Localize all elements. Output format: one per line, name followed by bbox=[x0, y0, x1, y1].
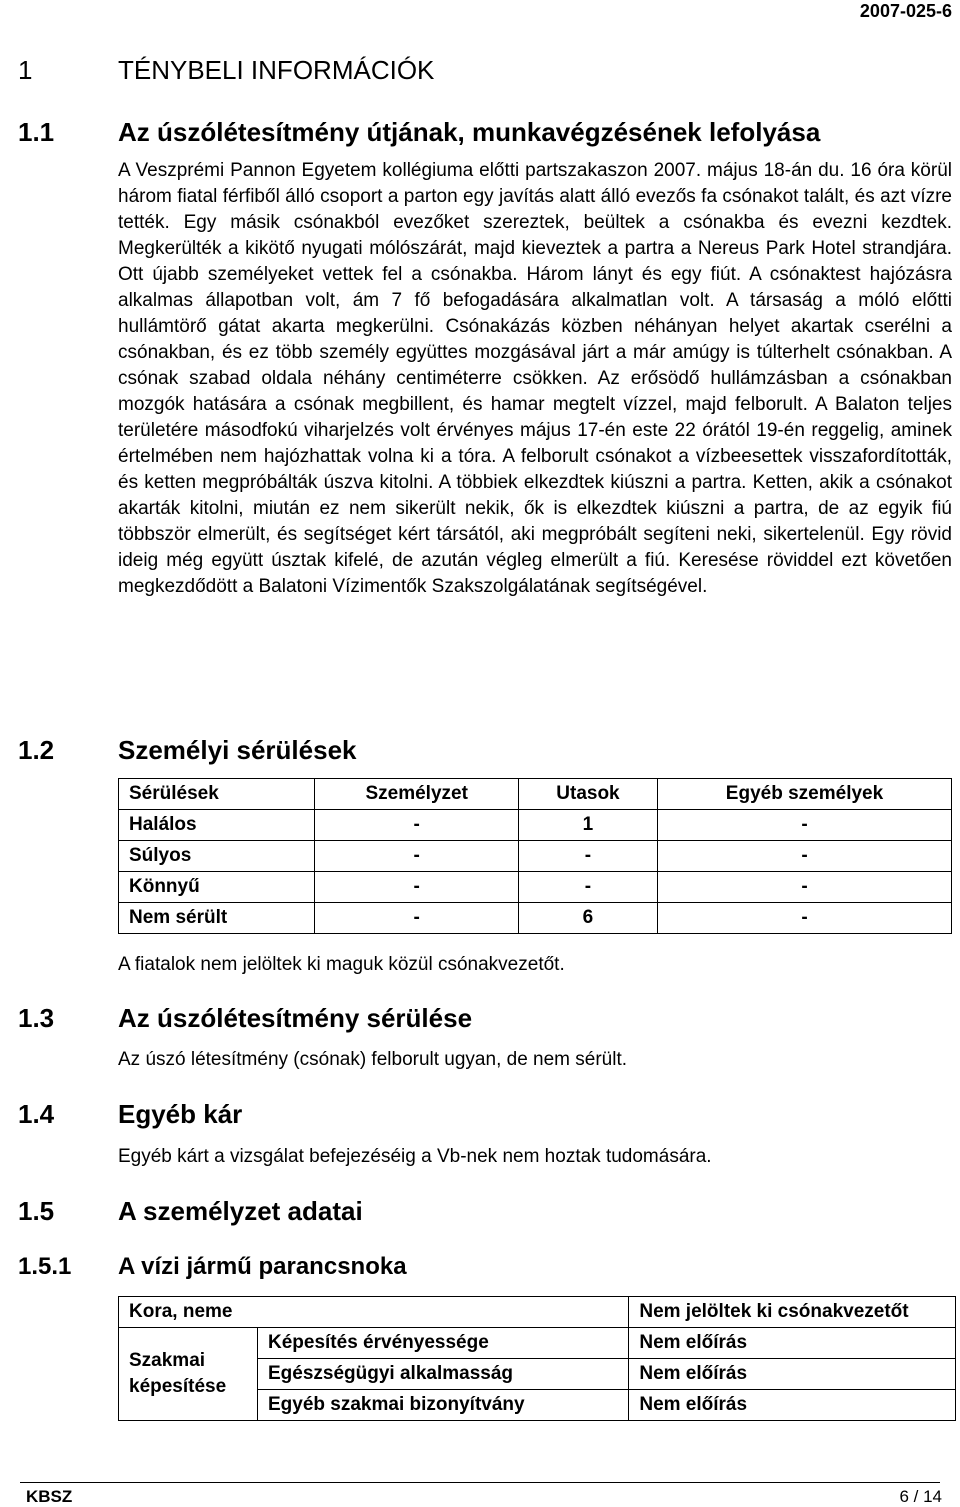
table-cell: Nem előírás bbox=[629, 1359, 956, 1390]
table-row bbox=[119, 810, 952, 841]
section-1-1-body: A Veszprémi Pannon Egyetem kollégiuma előtti partszakaszon 2007. május 18-án du. 16 óra körül három fiatal férfiből álló csoport a parton egy javítás alatt álló evezős fa csónakot talált, és azt vízre tették. Egy másik csónakból evezőket szereztek, beültek a csónakba és evezni kezdtek. Megkerülték a kikötő nyugati mólószárát, majd kieveztek a partra a Nereus Park Hotel strandjára. Ott újabb személyeket vettek fel a csónakba. Három lányt és egy fiút. A csónaktest hajózásra alkalmas állapotban volt, ám 7 fő befogadására alkalmatlan volt. A társaság a móló előtti hullámtörő gátat akarta megkerülni. Csónakázás közben néhányan helyet akartak cserélni a csónakban, és ez több személy együttes mozgásával járt a már amúgy is túlterhelt csónakban. A csónak szabad oldala néhány centiméterre csökken. Az erősödő hullámzásban a csónakban mozgók hatására a csónak megbillent, és hamar megtelt vízzel, majd felborult. A Balaton teljes területére másodfokú viharjelzés volt érvényes május 17-én este 22 órától 19-én reggelig, aminek értelmében nem hajózhattak volna ki a tóra. A felborult csónakot a vízbeesettek visszafordították, és ketten megpróbálták úszva kitolni. A többiek elkezdtek kiúszni a partra. Ketten, akik a csónakot akarták kitolni, miután ez nem sikerült nekik, ők is elkezdtek kiúszni a partra, de az egyik fiú többször elmerült, és segítséget kért társától, aki megpróbált segíteni neki, sikertelenül. Egy rövid ideig még együtt úsztak kifelé, de azután végleg elmerült a fiú. Keresése röviddel ezt követően megkezdődött a Balatoni Vízimentők Szakszolgálatának segítségével. bbox=[118, 160, 952, 597]
section-1-3-body: Az úszó létesítmény (csónak) felborult ugyan, de nem sérült. bbox=[118, 1049, 628, 1070]
table-cell: - bbox=[315, 903, 518, 934]
table-row bbox=[119, 779, 952, 810]
table-cell: 6 bbox=[518, 903, 657, 934]
table-cell: Szakmai képesítése bbox=[119, 1328, 258, 1421]
table-cell: Egyéb személyek bbox=[657, 779, 951, 810]
section-1-heading: 1 TÉNYBELI INFORMÁCIÓK bbox=[18, 55, 435, 85]
table-cell: Könnyű bbox=[119, 872, 315, 903]
table-cell: Egészségügyi alkalmasság bbox=[258, 1359, 629, 1390]
table-cell: - bbox=[518, 872, 657, 903]
section-1-5-heading: 1.5 A személyzet adatai bbox=[18, 1196, 363, 1226]
section-1-1-heading: 1.1 Az úszólétesítmény útjának, munkavégzésének lefolyása bbox=[18, 117, 821, 147]
table-row bbox=[119, 841, 952, 872]
table-cell: - bbox=[657, 810, 951, 841]
crew-table bbox=[118, 1296, 956, 1421]
table-cell: Utasok bbox=[518, 779, 657, 810]
table-cell: Sérülések bbox=[119, 779, 315, 810]
table-cell: - bbox=[657, 841, 951, 872]
table-cell: - bbox=[657, 903, 951, 934]
table-row bbox=[119, 1297, 956, 1328]
footer-divider bbox=[20, 1482, 940, 1483]
table-cell: 1 bbox=[518, 810, 657, 841]
table-cell: Személyzet bbox=[315, 779, 518, 810]
page-number: 6 / 14 bbox=[899, 1487, 942, 1506]
section-1-4-heading: 1.4 Egyéb kár bbox=[18, 1099, 243, 1129]
table-cell: - bbox=[518, 841, 657, 872]
section-1-3-heading: 1.3 Az úszólétesítmény sérülése bbox=[18, 1003, 473, 1033]
table-cell: Halálos bbox=[119, 810, 315, 841]
table-cell: Kora, neme bbox=[119, 1297, 629, 1328]
table-row bbox=[119, 903, 952, 934]
table-cell: Nem jelöltek ki csónakvezetőt bbox=[629, 1297, 956, 1328]
table-cell: Egyéb szakmai bizonyítvány bbox=[258, 1390, 629, 1421]
injury-table bbox=[118, 778, 952, 934]
table-cell: Nem előírás bbox=[629, 1390, 956, 1421]
table-cell: Súlyos bbox=[119, 841, 315, 872]
table-row bbox=[119, 872, 952, 903]
section-1-2-heading: 1.2 Személyi sérülések bbox=[18, 735, 357, 765]
table-cell: - bbox=[315, 810, 518, 841]
table-cell: - bbox=[315, 872, 518, 903]
table-cell: Nem előírás bbox=[629, 1328, 956, 1359]
section-1-4-body: Egyéb kárt a vizsgálat befejezéséig a Vb-nek nem hoztak tudomására. bbox=[118, 1146, 712, 1167]
table-cell: Képesítés érvényessége bbox=[258, 1328, 629, 1359]
table-cell: Nem sérült bbox=[119, 903, 315, 934]
table-cell: - bbox=[315, 841, 518, 872]
document-id: 2007-025-6 bbox=[859, 1, 952, 21]
section-1-2-note: A fiatalok nem jelöltek ki maguk közül csónakvezetőt. bbox=[118, 954, 565, 975]
table-row bbox=[119, 1328, 956, 1359]
section-1-5-1-heading: 1.5.1 A vízi jármű parancsnoka bbox=[18, 1253, 407, 1280]
table-cell: - bbox=[657, 872, 951, 903]
kbsz-logo: KBSZ bbox=[26, 1487, 73, 1506]
